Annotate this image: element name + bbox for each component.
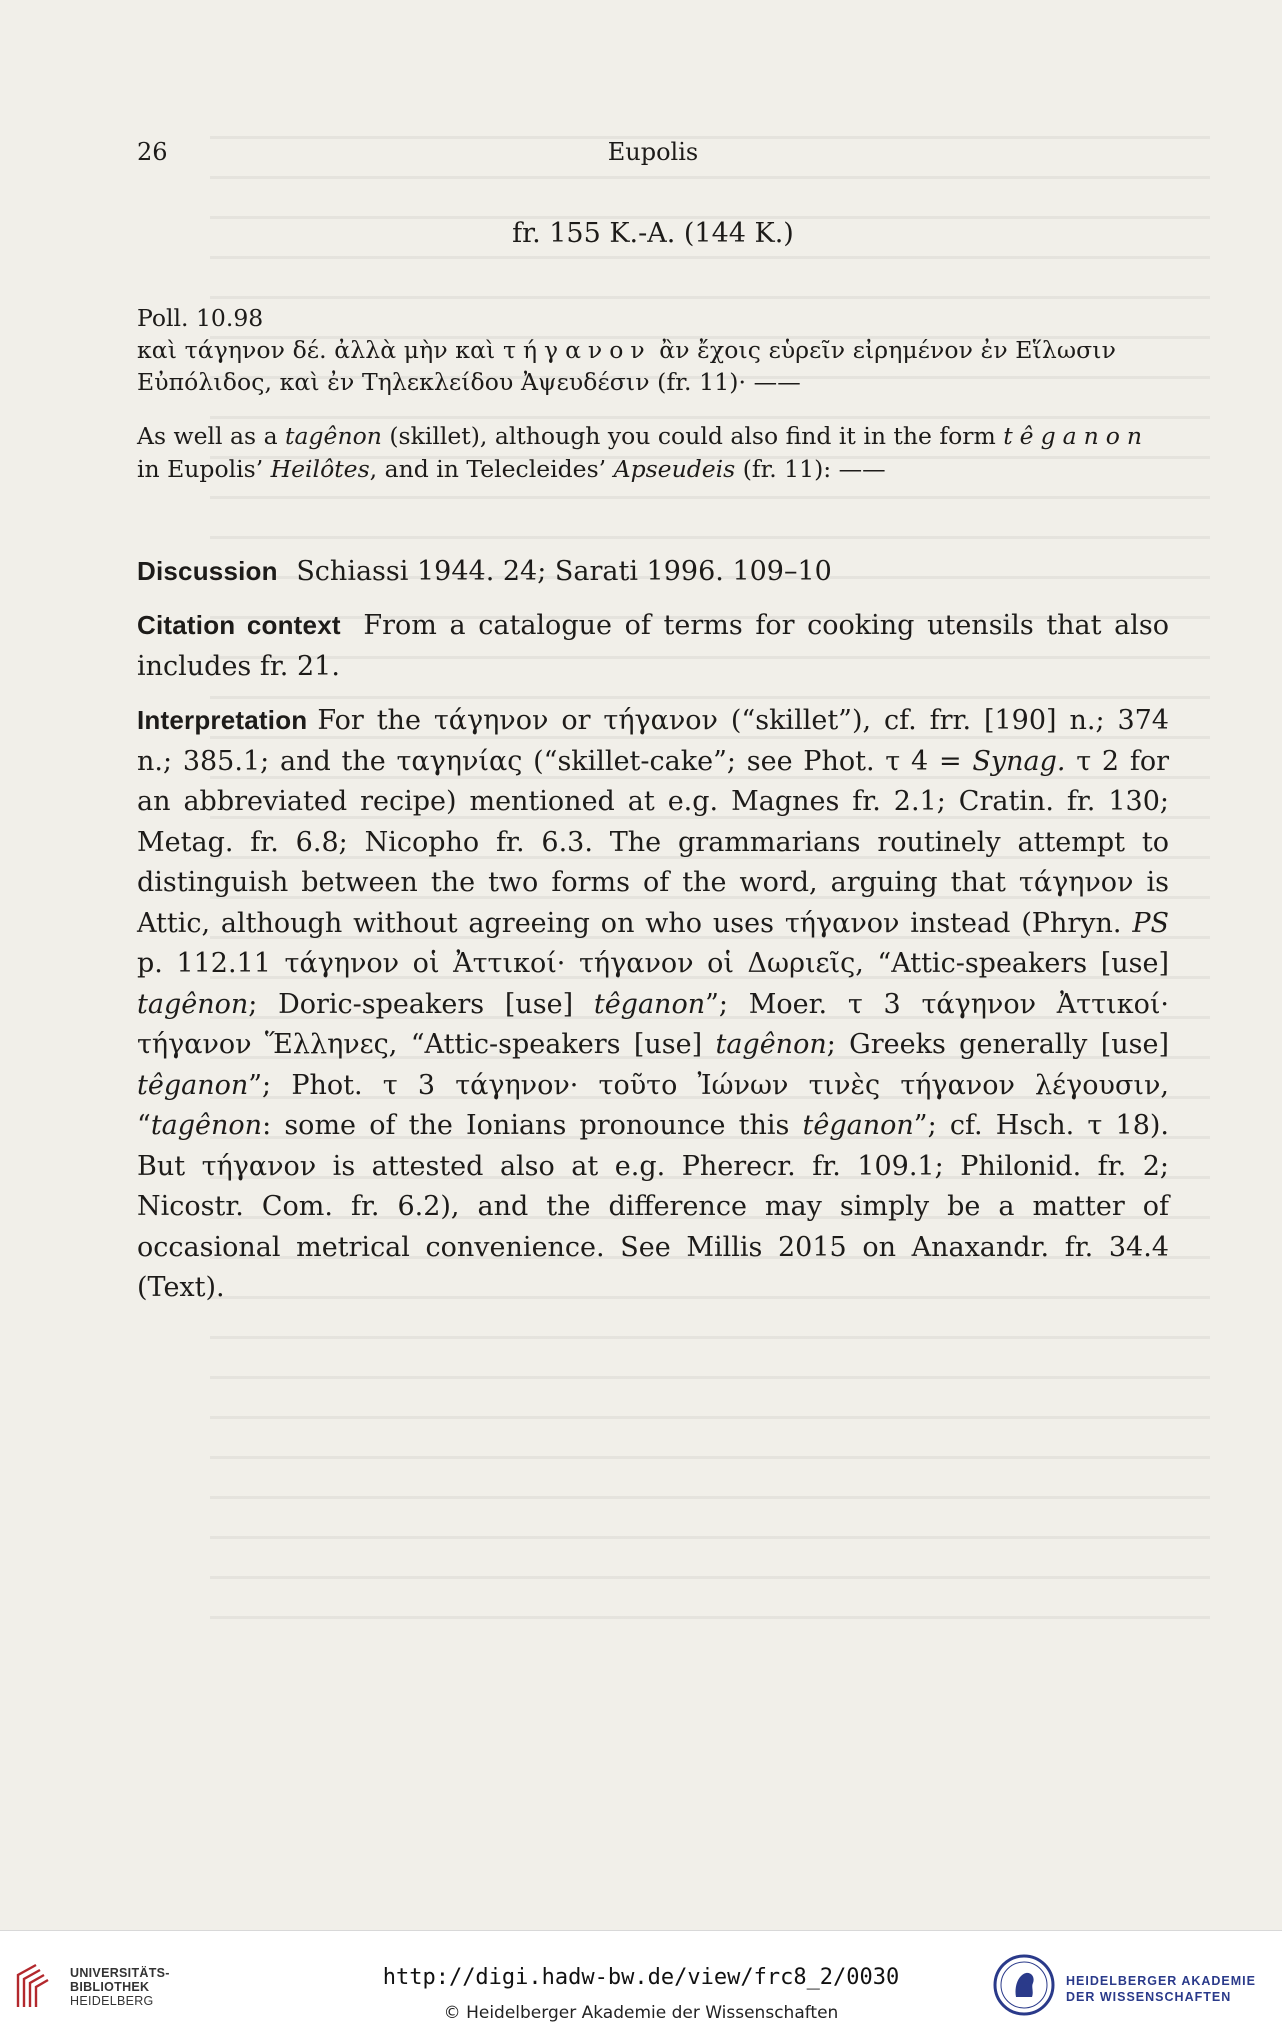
translation-italic: Heilôtes <box>270 455 370 483</box>
citation-context-section <box>137 605 1169 687</box>
running-head: Eupolis <box>607 138 699 166</box>
source-text <box>137 302 1169 398</box>
translation-text: (fr. 11): —— <box>735 455 886 483</box>
interp-text: , “ <box>137 1069 1169 1141</box>
interp-text: p. 112.11 <box>137 948 285 979</box>
interpretation-heading: Interpretation <box>137 705 308 735</box>
discussion-section <box>137 551 1169 593</box>
discussion-heading: Discussion <box>137 556 278 586</box>
interp-greek: τάγηνον <box>433 705 549 736</box>
interp-greek: ταγηνίας <box>396 745 523 777</box>
source-reference: Poll. 10.98 <box>137 304 264 332</box>
interp-greek: τάγηνον οἱ Ἀττικοί· τήγανον οἱ Δωριεῖς <box>284 948 856 979</box>
citation-heading: Citation context <box>137 610 341 640</box>
library-name-line: UNIVERSITÄTS- <box>70 1966 170 1980</box>
interp-italic: PS <box>1132 907 1169 939</box>
citation-text: From a catalogue of terms for cooking utensils that also includes fr. 21. <box>137 610 1169 682</box>
greek-text-line-1 <box>137 334 1169 366</box>
library-name-line: HEIDELBERG <box>70 1994 154 2008</box>
interp-text: or <box>548 705 604 736</box>
interp-text: is attested also at e.g. Pherecr. fr. 109.1; Philonid. fr. 2; Nicostr. Com. fr. 6.2), and the difference may simply be a matter of occasional metrical convenience. See Millis 2015 on Anaxandr. fr. 34.4 (Text). <box>137 1150 1169 1303</box>
permalink-url[interactable]: http://digi.hadw-bw.de/view/frc8_2/0030 <box>382 1965 900 1990</box>
interp-greek: τάγηνον Ἀττικοί· τήγανον Ἕλληνες <box>137 988 1169 1060</box>
interp-text: ”; cf. Hsch. τ 18). But <box>137 1110 1169 1182</box>
greek-text: καὶ τάγηνον δέ. ἀλλὰ μὴν καὶ <box>137 336 503 364</box>
greek-spaced-word: τήγανον <box>502 336 652 364</box>
interp-greek: τάγηνον· τοῦτο Ἰώνων τινὲς τήγανον λέγουσιν <box>455 1069 1161 1101</box>
interp-italic: têganon <box>593 988 706 1020</box>
interp-text: (“skillet”), cf. frr. [190] n.; 374 n.; 385.1; and the <box>137 705 1169 777</box>
interp-italic: têganon <box>802 1110 914 1141</box>
academy-name-line: HEIDELBERGER AKADEMIE <box>1066 1974 1256 1988</box>
interp-italic: Synag. <box>972 745 1066 777</box>
interp-text: (“skillet-cake”; see Phot. τ 4 = <box>522 745 973 777</box>
translation-text: As well as a <box>137 422 286 450</box>
interp-italic: tagênon <box>137 988 249 1020</box>
academy-name-line: DER WISSENSCHAFTEN <box>1066 1990 1232 2004</box>
interp-text: For the <box>317 705 434 736</box>
page-header <box>137 138 1169 178</box>
page-number: 26 <box>137 138 168 166</box>
interp-greek: τήγανον <box>201 1150 317 1182</box>
greek-text: ἂν ἔχοις εὑρεῖν εἰρημένον ἐν Εἵλωσιν <box>651 336 1116 364</box>
interp-text: : some of the Ionians pronounce this <box>262 1110 803 1141</box>
greek-text-line-2: Εὐπόλιδος, καὶ ἐν Τηλεκλείδου Ἀψευδέσιν (fr. 11)· —— <box>137 368 801 396</box>
translation <box>137 420 1169 486</box>
interp-greek: τάγηνον <box>1018 867 1134 898</box>
translation-text: , and in Telecleides’ <box>369 455 614 483</box>
translation-text: in Eupolis’ <box>137 455 271 483</box>
discussion-text: Schiassi 1944. 24; Sarati 1996. 109–10 <box>296 556 832 587</box>
interp-greek: τήγανον <box>784 907 900 939</box>
interp-italic: tagênon <box>150 1110 263 1141</box>
viewer-footer <box>0 1930 1282 2044</box>
interp-text: ; Greeks generally [use] <box>826 1029 1169 1060</box>
interp-greek: τήγανον <box>603 705 718 736</box>
interp-text: ”; Phot. τ 3 <box>248 1069 456 1101</box>
interpretation-section <box>137 700 1169 1309</box>
interp-italic: têganon <box>137 1069 249 1101</box>
interp-text: ”; Moer. τ 3 <box>705 988 922 1020</box>
translation-italic: tagênon <box>285 422 382 450</box>
fragment-title: fr. 155 K.-A. (144 K.) <box>512 218 794 249</box>
copyright-notice: © Heidelberger Akademie der Wissenschaften <box>443 2003 839 2023</box>
academy-name <box>1066 1973 1256 2005</box>
translation-italic: Apseudeis <box>613 455 736 483</box>
interp-text: is Attic, although without agreeing on who uses <box>137 867 1170 939</box>
library-name-line: BIBLIOTHEK <box>70 1980 150 1994</box>
interp-text: ; Doric-speakers [use] <box>248 988 594 1020</box>
interp-text: , “Attic-speakers [use] <box>855 948 1170 979</box>
interp-italic: tagênon <box>715 1029 827 1060</box>
translation-italic-spaced: têganon <box>1003 422 1150 450</box>
interp-text: instead (Phryn. <box>899 907 1133 939</box>
translation-text: (skillet), although you could also find it in the form <box>381 422 1004 450</box>
interp-text: τ 2 for an abbreviated recipe) mentioned at e.g. Magnes fr. 2.1; Cratin. fr. 130; Metag. fr. 6.8; Nicopho fr. 6.3. The grammarians routinely attempt to distinguish between the two forms of the word, arguing that <box>137 745 1169 898</box>
interp-text: , “Attic-speakers [use] <box>388 1029 716 1060</box>
academy-seal-icon <box>992 1953 1056 2017</box>
